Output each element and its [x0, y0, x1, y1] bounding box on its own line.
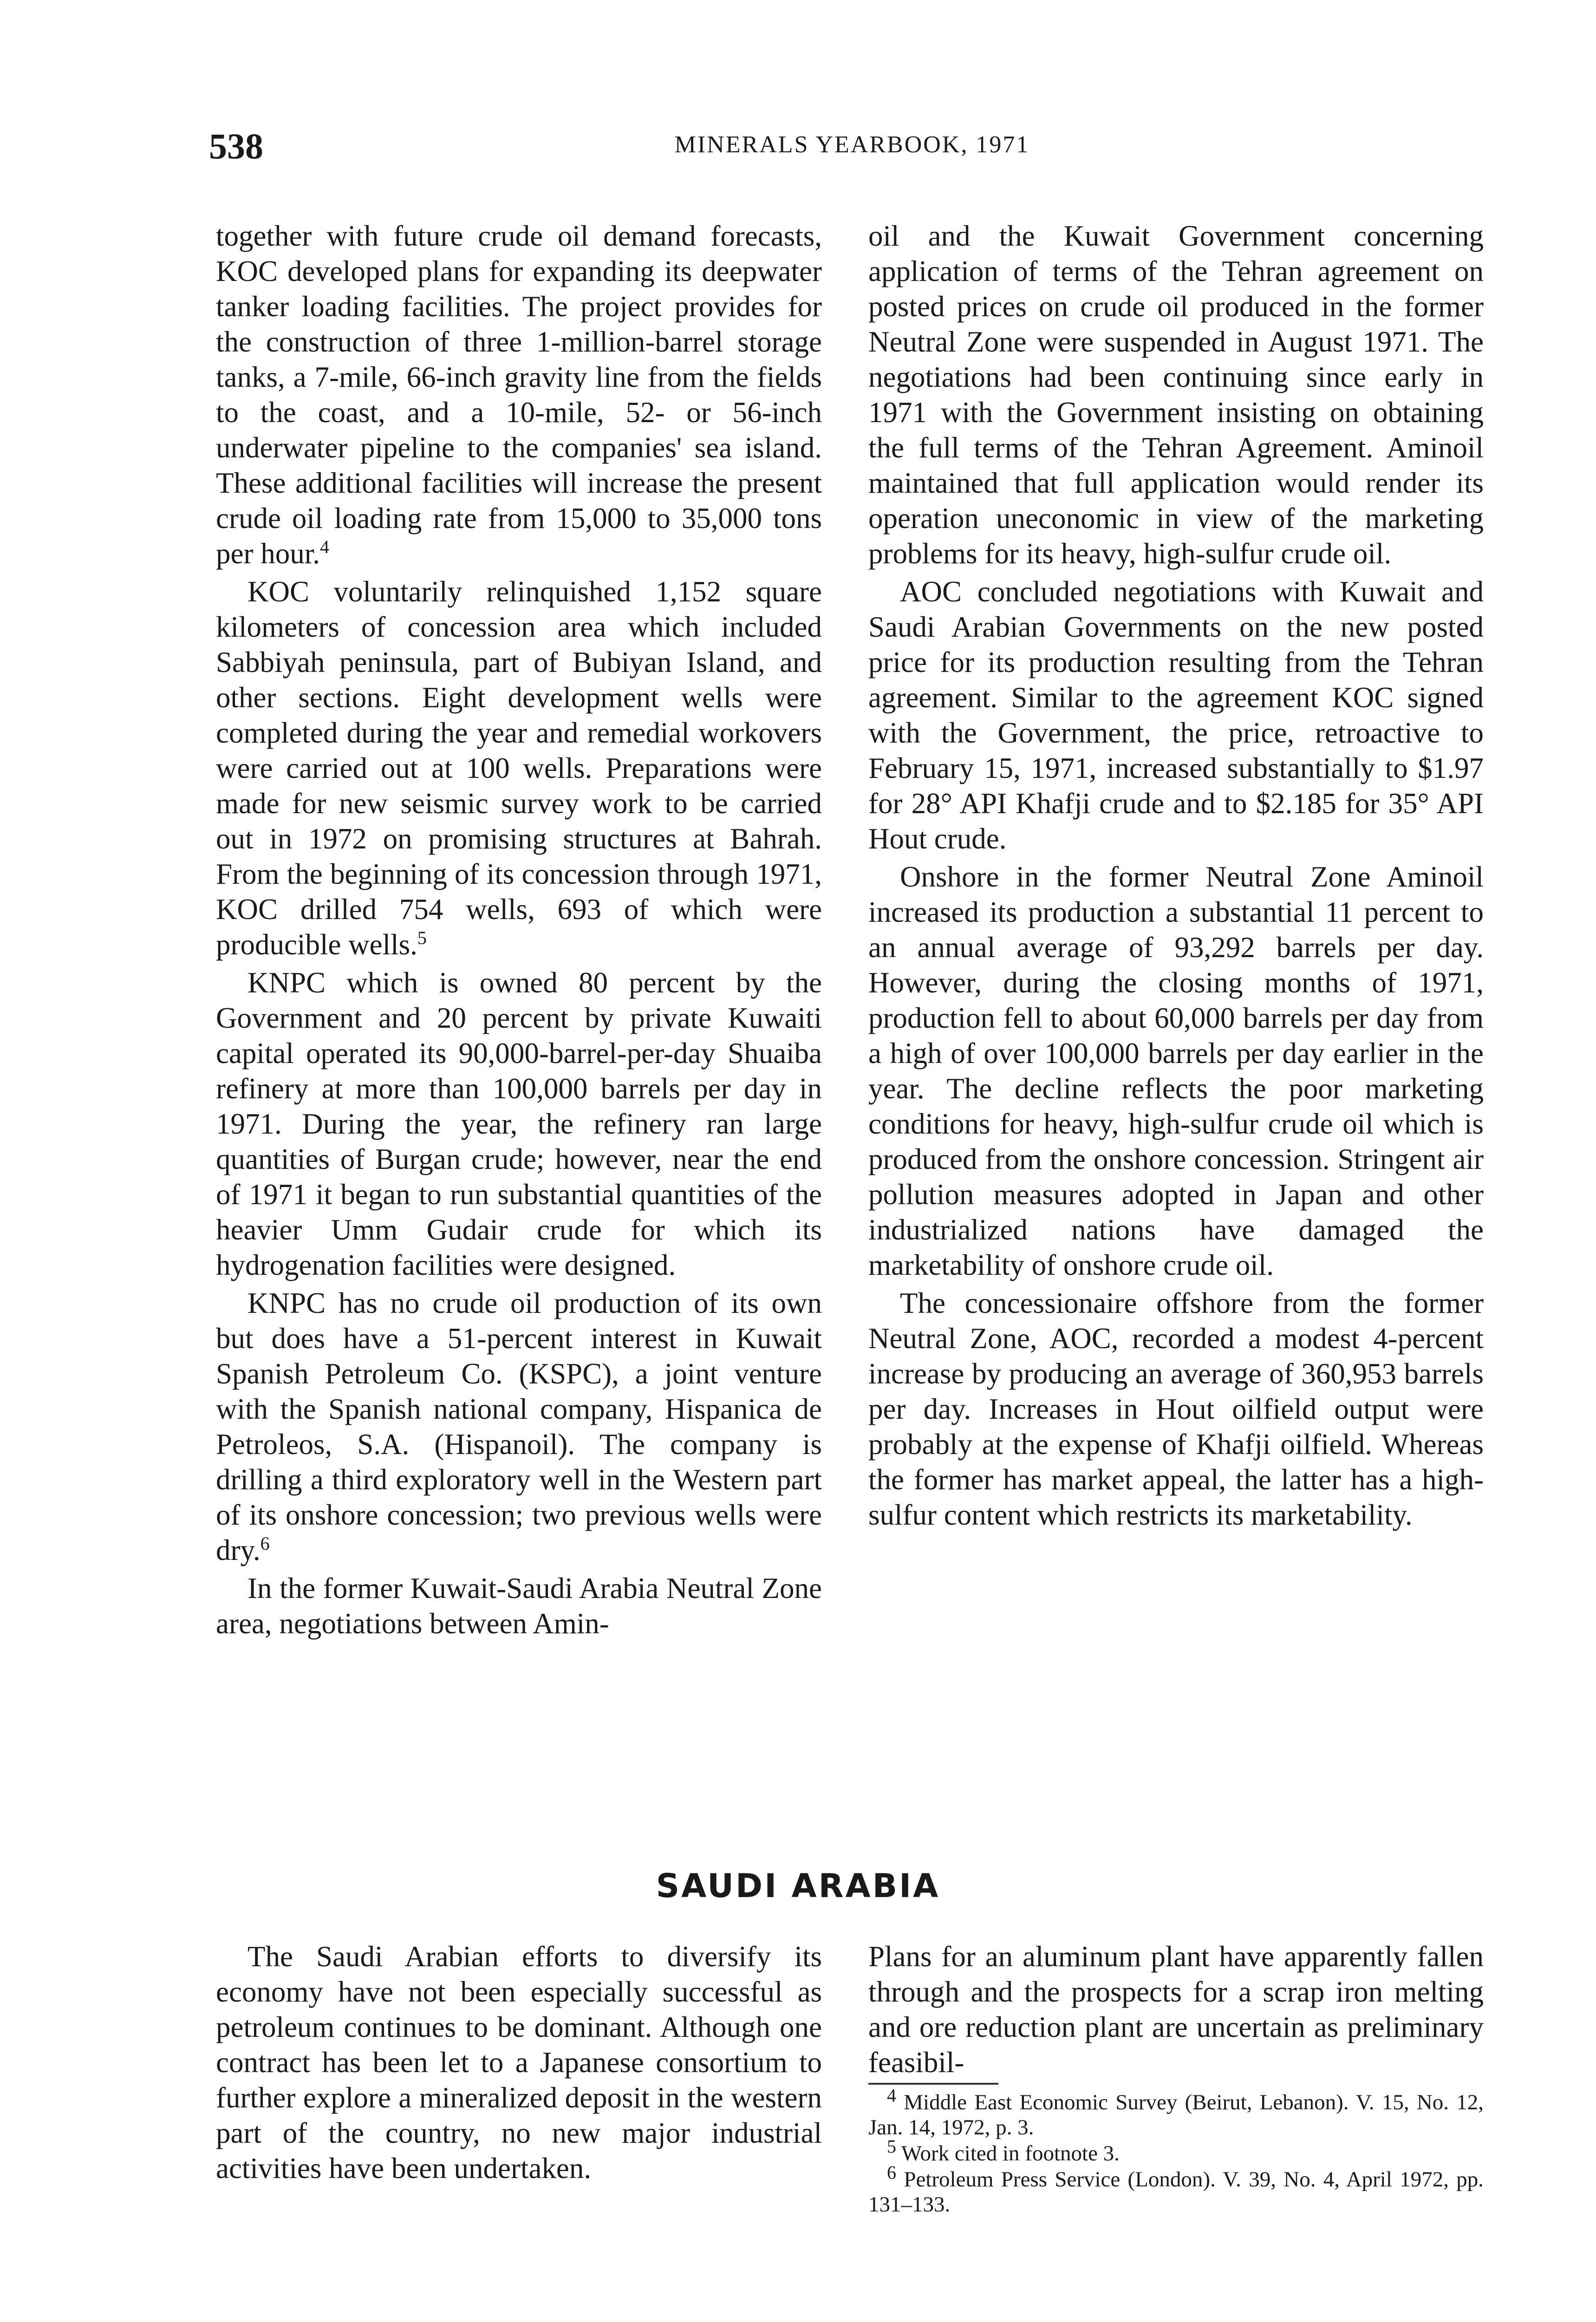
paragraph-text: KNPC has no crude oil production of its own but does have a 51-percent interest in Kuwait Spanish Petroleum Co. (KSPC), a joint venture with the Spanish national company, Hispanica de Petroleos, S.A. (Hispanoil). The company is drilling a third exploratory well in the Western part of its onshore concession; two previous wells were dry.: [216, 1287, 822, 1566]
paragraph: The concessionaire offshore from the former Neutral Zone, AOC, recorded a modest 4-percent increase by producing an average of 360,953 barrels per day. Increases in Hout oilfield output were probably at the expense of Khafji oilfield. Whereas the former has market appeal, the latter has a high-sulfur content which restricts its marketability.: [868, 1287, 1484, 1531]
footnote-text: Work cited in footnote 3.: [901, 2141, 1120, 2165]
paragraph: KNPC which is owned 80 percent by the Government and 20 percent by private Kuwaiti capital operated its 90,000-barrel-per-day Shuaiba refinery at more than 100,000 barrels per day in 1971. During the year, the refinery ran large quantities of Burgan crude; however, near the end of 1971 it began to run substantial quantities of the heavier Umm Gudair crude for which its hydrogenation facilities were designed.: [216, 966, 822, 1281]
footnote-ref: 5: [417, 927, 427, 948]
section-heading: SAUDI ARABIA: [656, 1867, 940, 1905]
footnote: [868, 2136, 1484, 2166]
column-right: [868, 218, 1484, 1533]
paragraph-text: together with future crude oil demand forecasts, KOC developed plans for expanding its deepwater tanker loading facilities. The project provides for the construction of three 1-million-barrel storage tanks, a 7-mile, 66-inch gravity line from the fields to the coast, and a 10-mile, 52- or 56-inch underwater pipeline to the companies' sea island. These additional facilities will increase the present crude oil loading rate from 15,000 to 35,000 tons per hour.: [216, 220, 822, 570]
footnote-mark: 4: [887, 2085, 896, 2106]
page-number: 538: [209, 126, 263, 166]
footnote-ref: 6: [260, 1533, 270, 1554]
section-column-left: [216, 1939, 822, 2186]
paragraph: [216, 574, 822, 962]
paragraph: [216, 218, 822, 571]
paragraph: Plans for an aluminum plant have apparently fallen through and the prospects for a scrap iron melting and ore reduction plant are uncertain as preliminary feasibil-: [868, 1940, 1484, 2079]
page-header: [209, 125, 1495, 167]
paragraph: In the former Kuwait-Saudi Arabia Neutral Zone area, negotiations between Amin-: [216, 1572, 822, 1640]
footnote-text: Petroleum Press Service (London). V. 39, No. 4, April 1972, pp. 131–133.: [868, 2167, 1484, 2217]
footnotes: [868, 2085, 1484, 2218]
running-head: MINERALS YEARBOOK, 1971: [674, 131, 1030, 158]
section-column-right: [868, 1939, 1484, 2080]
column-left: [216, 218, 822, 1641]
footnote-mark: 5: [887, 2136, 896, 2157]
footnote-mark: 6: [887, 2162, 896, 2183]
paragraph-text: KOC voluntarily relinquished 1,152 square kilometers of concession area which included Sabbiyah peninsula, part of Bubiyan Island, and other sections. Eight development wells were completed during the year and remedial workovers were carried out at 100 wells. Preparations were made for new seismic survey work to be carried out in 1972 on promising structures at Bahrah. From the beginning of its concession through 1971, KOC drilled 754 wells, 693 of which were producible wells.: [216, 575, 822, 961]
paragraph: [216, 1285, 822, 1568]
paragraph: The Saudi Arabian efforts to diversify its economy have not been especially successful as petroleum continues to be dominant. Although one contract has been let to a Japanese consortium to further explore a mineralized deposit in the western part of the country, no new major industrial activities have been undertaken.: [216, 1940, 822, 2185]
footnote: [868, 2162, 1484, 2217]
paragraph: oil and the Kuwait Government concerning application of terms of the Tehran agreement on posted prices on crude oil produced in the former Neutral Zone were suspended in August 1971. The negotiations had been continuing since early in 1971 with the Government insisting on obtaining the full terms of the Tehran Agreement. Aminoil maintained that full application would render its operation uneconomic in view of the marketing problems for its heavy, high-sulfur crude oil.: [868, 220, 1484, 570]
footnote-text: Middle East Economic Survey (Beirut, Lebanon). V. 15, No. 12, Jan. 14, 1972, p. 3.: [868, 2090, 1484, 2139]
paragraph: Onshore in the former Neutral Zone Aminoil increased its production a substantial 11 percent to an annual average of 93,292 barrels per day. However, during the closing months of 1971, production fell to about 60,000 barrels per day from a high of over 100,000 barrels per day earlier in the year. The decline reflects the poor marketing conditions for heavy, high-sulfur crude oil which is produced from the onshore concession. Stringent air pollution measures adopted in Japan and other industrialized nations have damaged the marketability of onshore crude oil.: [868, 861, 1484, 1281]
footnote-ref: 4: [319, 536, 329, 557]
paragraph: AOC concluded negotiations with Kuwait and Saudi Arabian Governments on the new posted price for its production resulting from the Tehran agreement. Similar to the agreement KOC signed with the Government, the price, retroactive to February 15, 1971, increased substantially to $1.97 for 28° API Khafji crude and to $2.185 for 35° API Hout crude.: [868, 575, 1484, 855]
footnote: [868, 2085, 1484, 2140]
